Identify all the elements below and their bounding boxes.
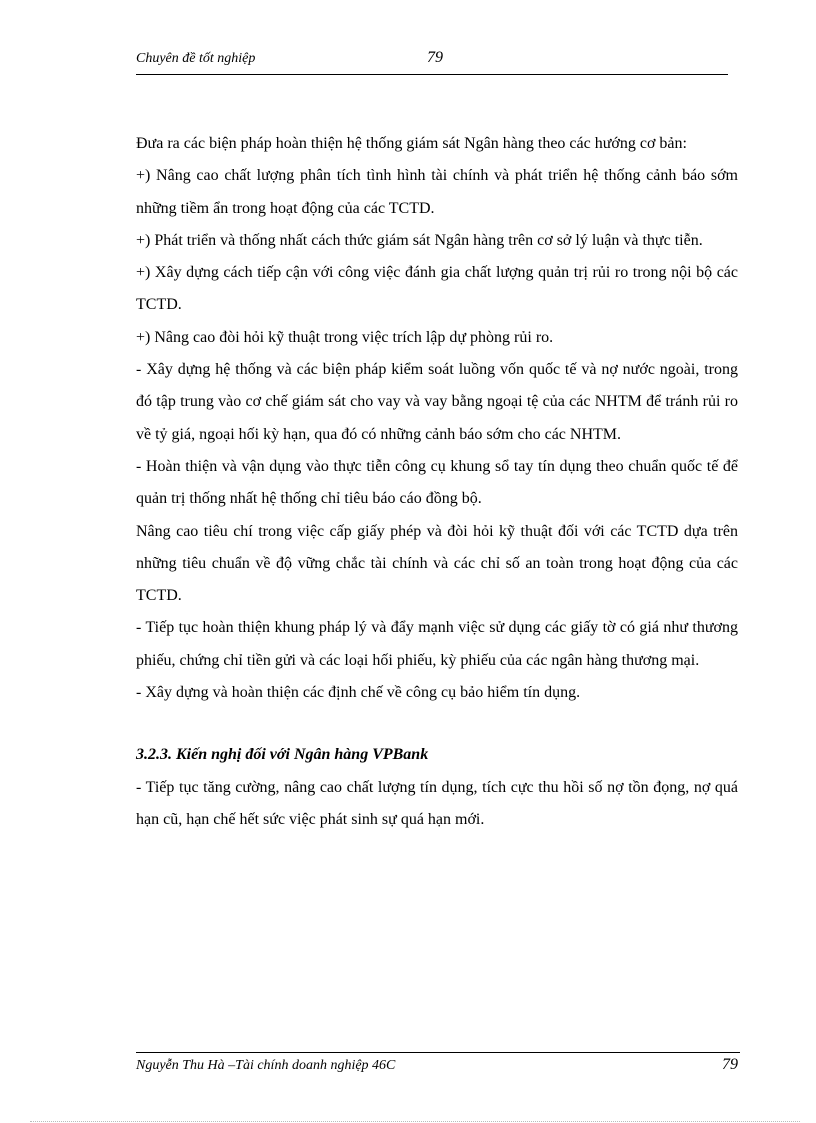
footer-author: Nguyễn Thu Hà –Tài chính doanh nghiệp 46C <box>136 1058 396 1073</box>
body-paragraph: +) Nâng cao đòi hỏi kỹ thuật trong việc trích lập dự phòng rủi ro. <box>136 328 554 346</box>
body-paragraph: - Tiếp tục hoàn thiện khung pháp lý và đẩy mạnh việc sử dụng các giấy tờ có giá như thương phiếu, chứng chỉ tiền gửi và các loại hối phiếu, kỳ phiếu của các ngân hàng thương mại. <box>136 619 738 669</box>
body-paragraph: - Xây dựng hệ thống và các biện pháp kiểm soát luồng vốn quốc tế và nợ nước ngoài, trong đó tập trung vào cơ chế giám sát cho vay và vay bằng ngoại tệ của các NHTM để tránh rủi ro về tỷ giá, ngoại hối kỳ hạn, qua đó có những cảnh báo sớm cho các NHTM. <box>136 361 738 443</box>
body-paragraph: Đưa ra các biện pháp hoàn thiện hệ thống giám sát Ngân hàng theo các hướng cơ bản: <box>136 135 687 152</box>
body-paragraph: +) Nâng cao chất lượng phân tích tình hình tài chính và phát triển hệ thống cảnh báo sớm những tiềm ẩn trong hoạt động của các TCTD. <box>136 167 738 217</box>
section-paragraph: - Tiếp tục tăng cường, nâng cao chất lượng tín dụng, tích cực thu hồi số nợ tồn đọng, nợ quá hạn cũ, hạn chế hết sức việc phát sinh sự quá hạn mới. <box>136 778 738 828</box>
page-bottom-border <box>30 1121 800 1122</box>
page-footer <box>136 1052 740 1073</box>
body-paragraph: +) Xây dựng cách tiếp cận với công việc đánh gia chất lượng quản trị rủi ro trong nội bộ các TCTD. <box>136 264 738 314</box>
footer-page-number: 79 <box>722 1056 738 1073</box>
page-header <box>136 48 728 75</box>
body-paragraph: Nâng cao tiêu chí trong việc cấp giấy phép và đòi hỏi kỹ thuật đối với các TCTD dựa trên những tiêu chuẩn về độ vững chắc tài chính và các chỉ số an toàn trong hoạt động của các TCTD. <box>136 522 738 605</box>
body-paragraph: +) Phát triển và thống nhất cách thức giám sát Ngân hàng trên cơ sở lý luận và thực tiễn. <box>136 231 703 249</box>
body-paragraph: - Hoàn thiện và vận dụng vào thực tiễn công cụ khung sổ tay tín dụng theo chuẩn quốc tế để quản trị thống nhất hệ thống chỉ tiêu báo cáo đồng bộ. <box>136 457 738 508</box>
page-body <box>136 128 738 836</box>
header-page-number: 79 <box>427 49 443 66</box>
document-title: Chuyên đề tốt nghiệp <box>136 51 256 66</box>
body-paragraph: - Xây dựng và hoàn thiện các định chế về công cụ bảo hiểm tín dụng. <box>136 684 581 702</box>
section-heading: 3.2.3. Kiến nghị đối với Ngân hàng VPBank <box>136 746 429 764</box>
section-spacer <box>136 709 738 739</box>
